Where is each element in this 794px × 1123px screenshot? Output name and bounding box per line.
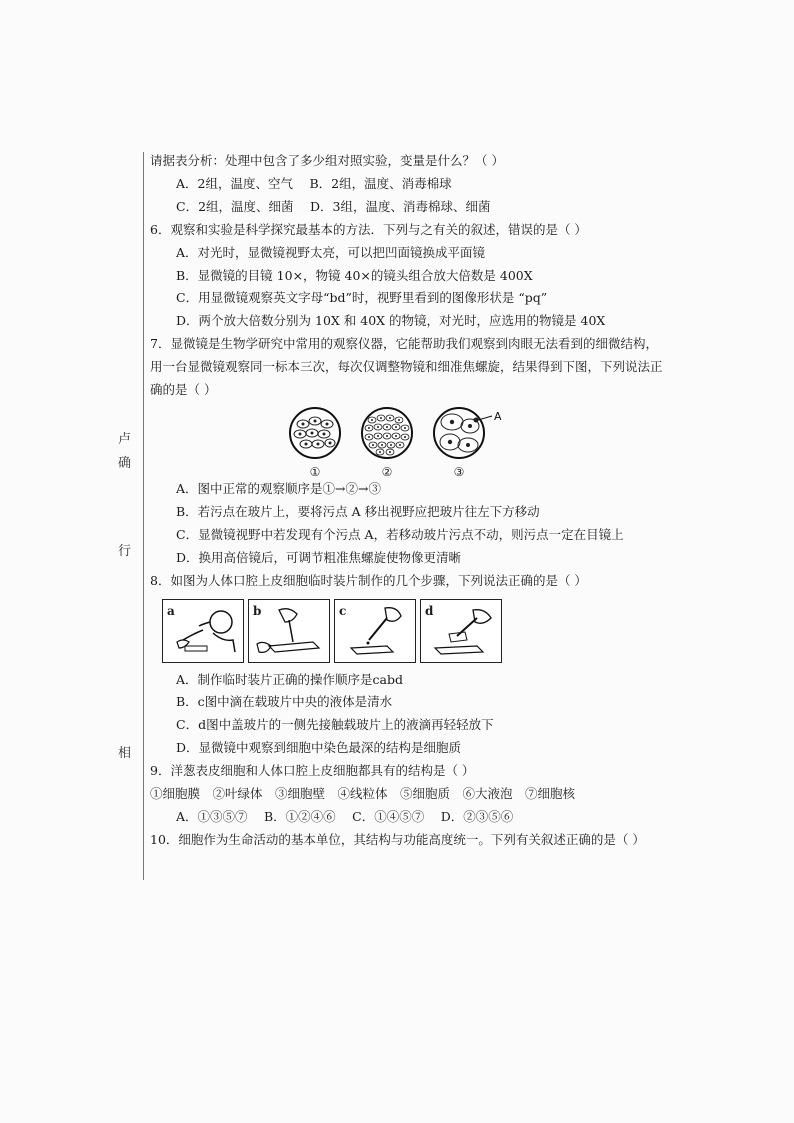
cheek-cells-low-mag-image: [288, 406, 342, 460]
step-b-panel: [248, 599, 330, 663]
slide-prep-steps-figure: [162, 599, 670, 665]
view-1: [288, 406, 342, 484]
option-line: C．2组，温度、细菌 D．3组，温度、消毒棉球、细菌: [176, 198, 491, 214]
margin-char: 卢: [118, 432, 132, 447]
step-tag: a: [167, 603, 175, 618]
option-b: B．c图中滴在载玻片中央的液体是清水: [176, 694, 393, 710]
option-d: D．显微镜中观察到细胞中染色最深的结构是细胞质: [176, 740, 462, 756]
margin-char: 行: [118, 544, 132, 559]
option-b: B．若污点在玻片上，要将污点 A 移出视野应把玻片往左下方移动: [176, 503, 540, 519]
question-7-cont: 用一台显微镜观察同一标本三次，每次仅调整物镜和细准焦螺旋，结果得到下图，下列说法正: [150, 359, 663, 375]
question-7-cont: 确的是（ ）: [150, 382, 217, 398]
scraping-cheek-image: [163, 600, 243, 662]
option-c: C．d图中盖玻片的一侧先接触载玻片上的液滴再轻轻放下: [176, 717, 494, 733]
exam-content: [150, 150, 670, 852]
step-tag: c: [339, 603, 347, 618]
microscope-views-figure: [270, 406, 530, 478]
dropping-liquid-image: [335, 600, 415, 662]
view-3: [432, 406, 512, 484]
question-8: 8．如图为人体口腔上皮细胞临时装片制作的几个步骤，下列说法正确的是（ ）: [150, 572, 587, 588]
option-a: A．对光时，显微镜视野太亮，可以把凹面镜换成平面镜: [176, 244, 486, 260]
cheek-cells-high-mag-image: [432, 406, 512, 460]
view-label: ③: [453, 464, 465, 479]
structure-list: ①细胞膜 ②叶绿体 ③细胞壁 ④线粒体 ⑤细胞质 ⑥大液泡 ⑦细胞核: [150, 786, 576, 802]
pointer-label-a: A: [494, 409, 502, 423]
step-d-panel: [420, 599, 502, 663]
question-6: 6．观察和实验是科学探究最基本的方法．下列与之有关的叙述，错误的是（ ）: [150, 221, 587, 237]
option-d: D．两个放大倍数分别为 10X 和 40X 的物镜，对光时，应选用的物镜是 40X: [176, 313, 606, 329]
step-tag: b: [253, 603, 262, 618]
question-text: 请据表分析：处理中包含了多少组对照实验，变量是什么？（ ）: [150, 153, 504, 168]
margin-char: 相: [118, 746, 132, 761]
option-c: C．显微镜视野中若发现有个污点 A，若移动玻片污点不动，则污点一定在目镜上: [176, 526, 624, 542]
binding-margin-line: [143, 152, 144, 880]
option-a: A．图中正常的观察顺序是①→②→③: [176, 480, 381, 496]
option-d: D．换用高倍镜后，可调节粗准焦螺旋使物像更清晰: [176, 549, 462, 565]
option-line: A．2组，温度、空气 B．2组，温度、消毒棉球: [176, 175, 452, 191]
question-10: 10．细胞作为生命活动的基本单位，其结构与功能高度统一。下列有关叙述正确的是（ ）: [150, 831, 645, 847]
question-9: 9．洋葱表皮细胞和人体口腔上皮细胞都具有的结构是（ ）: [150, 763, 475, 779]
question-7: 7．显微镜是生物学研究中常用的观察仪器，它能帮助我们观察到肉眼无法看到的细微结构，: [150, 336, 658, 352]
answer-options: A．①③⑤⑦ B．①②④⑥ C．①④⑤⑦ D．②③⑤⑥: [176, 808, 514, 824]
step-c-panel: [334, 599, 416, 663]
margin-char: 确: [118, 456, 132, 471]
step-tag: d: [425, 603, 434, 618]
option-c: C．用显微镜观察英文字母“bd”时，视野里看到的图像形状是 “pq”: [176, 290, 548, 306]
view-label: ②: [381, 464, 393, 479]
option-b: B．显微镜的目镜 10×，物镜 40×的镜头组合放大倍数是 400X: [176, 267, 533, 283]
cheek-cells-lowest-mag-image: [360, 406, 414, 460]
option-a: A．制作临时装片正确的操作顺序是cabd: [176, 671, 403, 687]
view-2: [360, 406, 414, 484]
step-a-panel: [162, 599, 244, 663]
view-label: ①: [309, 464, 321, 479]
